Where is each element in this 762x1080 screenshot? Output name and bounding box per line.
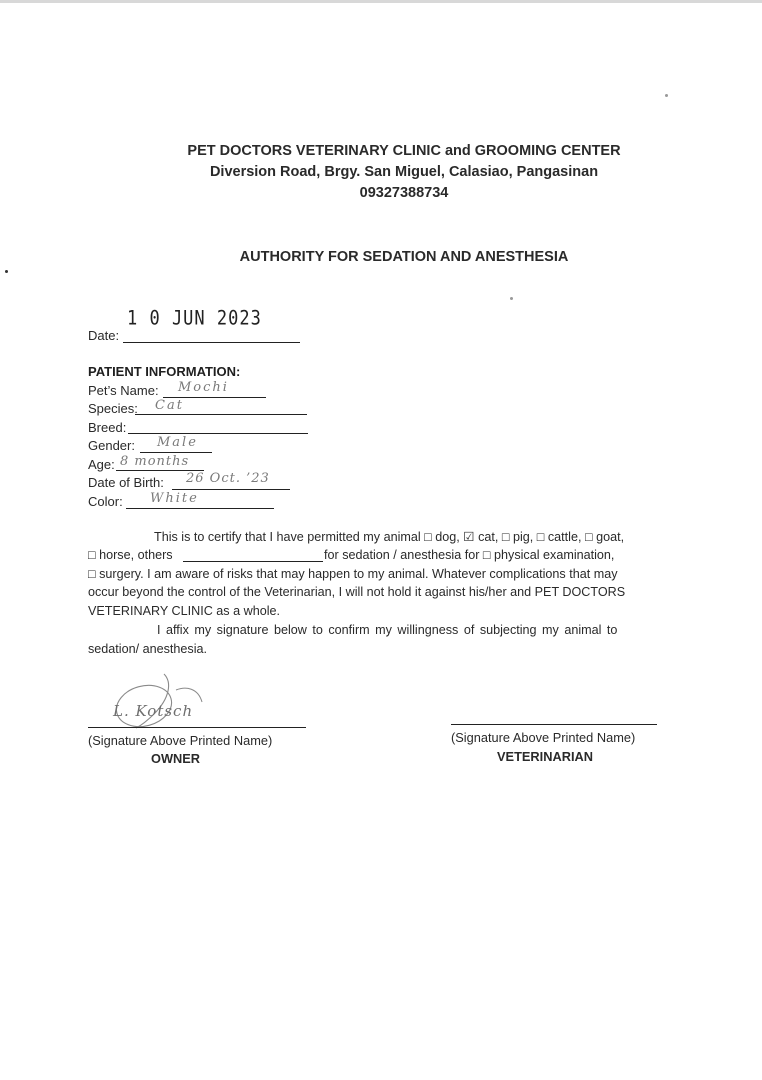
color-value[interactable]: White: [150, 491, 199, 506]
vet-role: VETERINARIAN: [497, 749, 593, 764]
dob-value[interactable]: 26 Oct. ’23: [186, 471, 270, 486]
affix-line-1: I affix my signature below to confirm my willingness of subjecting my animal to: [157, 623, 618, 637]
scan-speck: [5, 270, 8, 273]
vet-caption: (Signature Above Printed Name): [451, 730, 636, 745]
consent-line-2a: □ horse, others: [88, 548, 173, 562]
dob-label: Date of Birth:: [88, 475, 164, 490]
scan-speck: [510, 297, 513, 300]
pet-name-value[interactable]: Mochi: [178, 380, 229, 395]
gender-line: [140, 452, 212, 453]
form-title: AUTHORITY FOR SEDATION AND ANESTHESIA: [239, 249, 569, 265]
species-label: Species:: [88, 401, 138, 416]
age-value[interactable]: 8 months: [120, 454, 190, 469]
breed-label: Breed:: [88, 420, 127, 435]
affix-line-2: sedation/ anesthesia.: [88, 642, 208, 656]
consent-line-3: □ surgery. I am aware of risks that may happen to my animal. Whatever complications that may: [88, 567, 618, 581]
others-line: [183, 561, 323, 562]
consent-line-5: VETERINARY CLINIC as a whole.: [88, 604, 281, 618]
patient-section-title: PATIENT INFORMATION:: [88, 364, 241, 379]
dob-line: [172, 489, 290, 490]
pet-name-label: Pet’s Name:: [88, 383, 159, 398]
breed-line: [128, 433, 308, 434]
scan-speck: [665, 94, 668, 97]
clinic-name: PET DOCTORS VETERINARY CLINIC and GROOMING CENTER: [187, 143, 621, 159]
species-line: [135, 414, 307, 415]
owner-signature-line: [88, 727, 306, 728]
gender-value[interactable]: Male: [157, 435, 198, 450]
vet-signature-line[interactable]: [451, 724, 657, 725]
date-underline: [123, 342, 300, 343]
color-line: [126, 508, 274, 509]
consent-line-4: occur beyond the control of the Veterinarian, I will not hold it against his/her and PET DOCTORS: [88, 585, 626, 599]
date-stamp: 1 0 JUN 2023: [127, 307, 262, 330]
owner-written-name: L. Kotsch: [113, 702, 194, 720]
owner-caption: (Signature Above Printed Name): [88, 733, 273, 748]
clinic-address: Diversion Road, Brgy. San Miguel, Calasiao, Pangasinan: [209, 164, 599, 180]
clinic-phone: 09327388734: [359, 185, 449, 201]
date-label: Date:: [88, 328, 120, 343]
consent-line-2b: for sedation / anesthesia for □ physical examination,: [324, 548, 615, 562]
owner-role: OWNER: [151, 751, 201, 766]
species-value[interactable]: Cat: [155, 398, 184, 413]
age-label: Age:: [88, 457, 115, 472]
color-label: Color:: [88, 494, 123, 509]
gender-label: Gender:: [88, 438, 135, 453]
consent-line-1: This is to certify that I have permitted my animal □ dog, ☑ cat, □ pig, □ cattle, □ goat,: [154, 530, 625, 544]
scan-edge: [0, 0, 762, 3]
